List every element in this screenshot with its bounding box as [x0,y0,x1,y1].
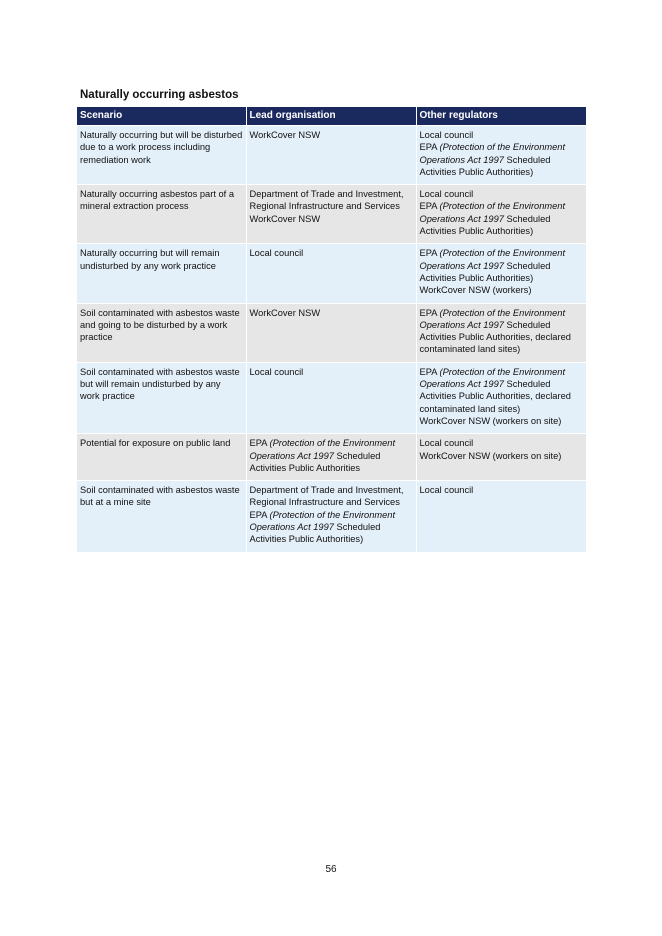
cell-scenario: Soil contaminated with asbestos waste and going to be disturbed by a work practice [77,303,246,362]
cell-lead-organisation [246,303,416,362]
cell-line: Local council [419,438,474,449]
act-title: (Protection of the Environment Operations Act 1997 [419,248,566,271]
column-header-lead-organisation: Lead organisation [246,107,416,126]
cell-line: EPA (Protection of the Environment Operations Act 1997 Scheduled Activities Public Authorities) [249,509,396,545]
act-title: (Protection of the Environment Operations Act 1997 [419,201,566,224]
table-row [77,244,586,303]
cell-other-regulators [416,126,586,185]
table-row [77,481,586,552]
cell-other-regulators [416,362,586,433]
cell-lead-organisation [246,434,416,481]
cell-line: WorkCover NSW (workers on site) [419,450,562,461]
page-number: 56 [325,864,337,875]
cell-other-regulators [416,244,586,303]
table-row [77,303,586,362]
cell-scenario: Naturally occurring asbestos part of a mineral extraction process [77,185,246,244]
cell-line: WorkCover NSW (workers) [419,285,532,296]
act-title: (Protection of the Environment Operations Act 1997 [419,142,566,165]
cell-line: Department of Trade and Investment, Regional Infrastructure and Services [249,485,404,508]
section-title: Naturally occurring asbestos [80,89,239,101]
cell-scenario: Naturally occurring but will remain undisturbed by any work practice [77,244,246,303]
cell-line: EPA (Protection of the Environment Operations Act 1997 Scheduled Activities Public Authorities) [419,201,566,237]
cell-line: EPA (Protection of the Environment Operations Act 1997 Scheduled Activities Public Authorities, declared contaminated land sites) [419,366,571,414]
cell-line: Local council [249,248,304,259]
cell-line: EPA (Protection of the Environment Operations Act 1997 Scheduled Activities Public Authorities) [419,248,566,283]
cell-other-regulators [416,303,586,362]
cell-other-regulators [416,185,586,244]
cell-line: EPA (Protection of the Environment Operations Act 1997 Scheduled Activities Public Authorities) [419,142,566,177]
cell-line: WorkCover NSW (workers on site) [419,415,562,426]
cell-line: EPA (Protection of the Environment Operations Act 1997 Scheduled Activities Public Authorities [249,438,396,473]
cell-line: EPA (Protection of the Environment Operations Act 1997 Scheduled Activities Public Authorities, declared contaminated land sites) [419,307,571,355]
cell-scenario: Soil contaminated with asbestos waste but will remain undisturbed by any work practice [77,362,246,433]
cell-line: WorkCover NSW [249,307,321,318]
cell-lead-organisation [246,244,416,303]
table-row [77,126,586,185]
cell-scenario: Potential for exposure on public land [77,434,246,481]
column-header-scenario: Scenario [77,107,246,126]
regulators-table [77,107,586,552]
table-row [77,434,586,481]
cell-line: Local council [419,189,474,200]
act-title: (Protection of the Environment Operations Act 1997 [419,307,566,330]
cell-line: Local council [419,130,474,140]
table-row [77,362,586,433]
cell-lead-organisation [246,362,416,433]
table-header-row [77,107,586,126]
cell-line: Local council [419,485,474,496]
cell-line: Local council [249,366,304,377]
cell-other-regulators [416,434,586,481]
cell-lead-organisation [246,481,416,552]
act-title: (Protection of the Environment Operations Act 1997 [249,509,396,533]
cell-line: Department of Trade and Investment, Regional Infrastructure and Services WorkCover NSW [249,189,404,224]
act-title: (Protection of the Environment Operations Act 1997 [419,366,566,390]
cell-other-regulators [416,481,586,552]
cell-scenario: Soil contaminated with asbestos waste but at a mine site [77,481,246,552]
act-title: (Protection of the Environment Operations Act 1997 [249,438,396,461]
column-header-other-regulators: Other regulators [416,107,586,126]
cell-line: WorkCover NSW [249,130,321,140]
cell-lead-organisation [246,185,416,244]
cell-lead-organisation [246,126,416,185]
cell-scenario: Naturally occurring but will be disturbed due to a work process including remediation work [77,126,246,185]
table-row [77,185,586,244]
